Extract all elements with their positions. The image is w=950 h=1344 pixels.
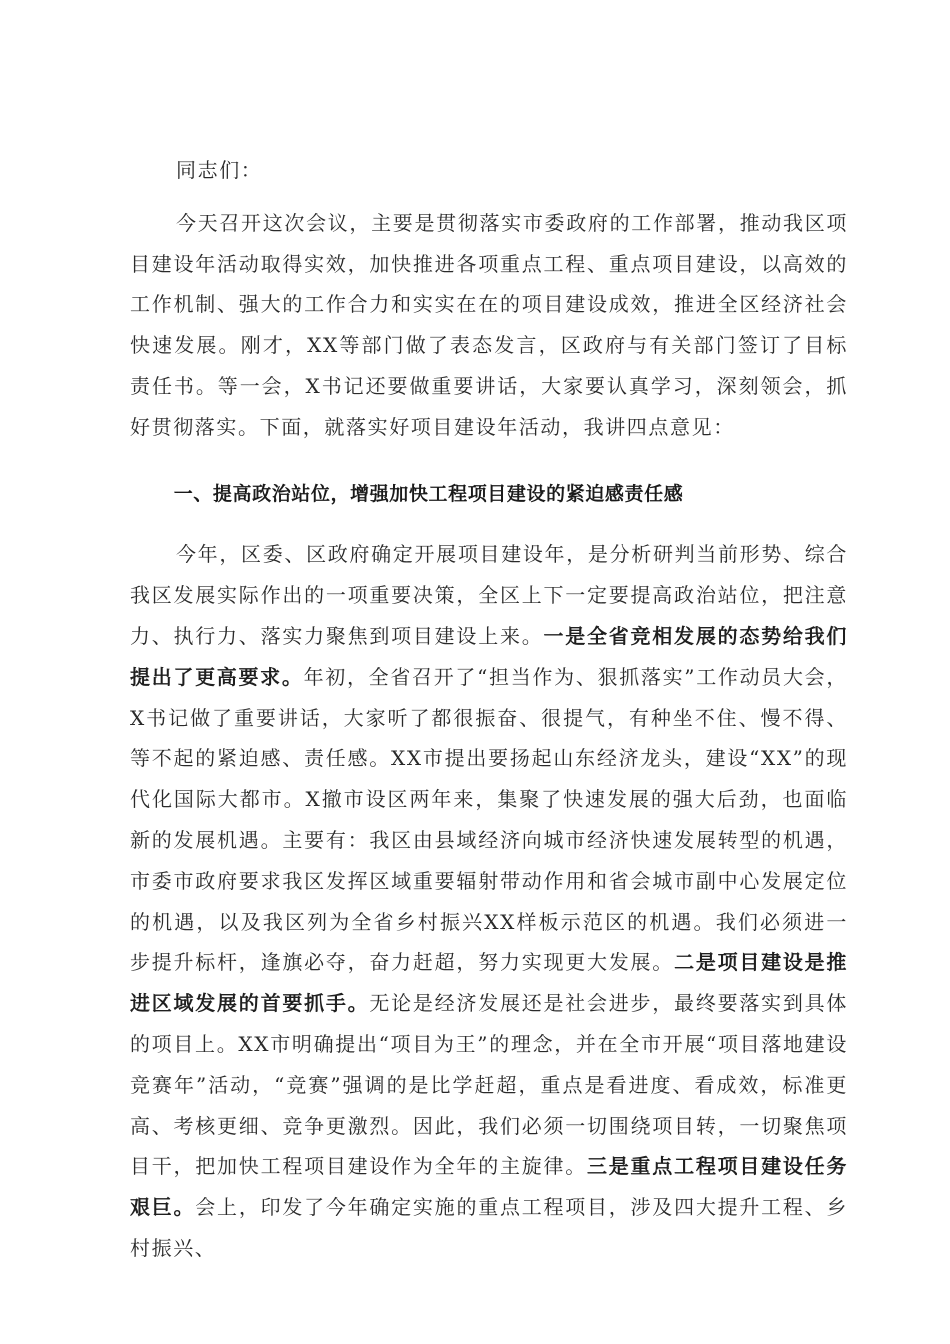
paragraph-text: 会上，印发了今年确定实施的重点工程项目，涉及四大提升工程、乡村振兴、 [130,1195,848,1260]
greeting: 同志们： [176,158,263,182]
key-point-1: 一是全省竞相发展的态势给我们提出了更高要求。 [130,623,848,689]
section-heading-1: 一、提高政治站位，增强加快工程项目建设的紧迫感责任感 [173,482,684,505]
key-point-2: 二是项目建设是推进区域发展的首要抓手。 [130,950,848,1016]
section-1-paragraph [130,534,848,1268]
intro-paragraph: 今天召开这次会议，主要是贯彻落实市委政府的工作部署，推动我区项目建设年活动取得实效，加快推进各项重点工程、重点项目建设，以高效的工作机制、强大的工作合力和实实在在的项目建设成效，推进全区经济社会快速发展。刚才，XX等部门做了表态发言，区政府与有关部门签订了目标责任书。等一会，X书记还要做重要讲话，大家要认真学习，深刻领会，抓好贯彻落实。下面，就落实好项目建设年活动，我讲四点意见： [130,210,848,439]
document-body [130,150,848,1269]
paragraph-text: 无论是经济发展还是社会进步，最终要落实到具体的项目上。XX市明确提出“项目为王”的理念，并在全市开展“项目落地建设竞赛年”活动，“竞赛”强调的是比学赶超，重点是看进度、看成效，标准更高、考核更细、竞争更激烈。因此，我们必须一切围绕项目转，一切聚焦项目干，把加快工程项目建设作为全年的主旋律。 [130,991,848,1179]
paragraph-text: 年初，全省召开了“担当作为、狠抓落实”工作动员大会，X书记做了重要讲话，大家听了都很振奋、很提气，有种坐不住、慢不得、等不起的紧迫感、责任感。XX市提出要扬起山东经济龙头，建设“XX”的现代化国际大都市。X撤市设区两年来，集聚了快速发展的强大后劲，也面临新的发展机遇。主要有：我区由县域经济向城市经济快速发展转型的机遇，市委市政府要求我区发挥区域重要辐射带动作用和省会城市副中心发展定位的机遇，以及我区列为全省乡村振兴XX样板示范区的机遇。我们必须进一步提升标杆，逢旗必夺，奋力赶超，努力实现更大发展。 [130,664,848,975]
paragraph-text: 今年，区委、区政府确定开展项目建设年，是分析研判当前形势、综合我区发展实际作出的一项重要决策，全区上下一定要提高政治站位，把注意力、执行力、落实力聚焦到项目建设上来。 [130,542,848,648]
key-point-3: 三是重点工程项目建设任务艰巨。 [130,1154,848,1220]
